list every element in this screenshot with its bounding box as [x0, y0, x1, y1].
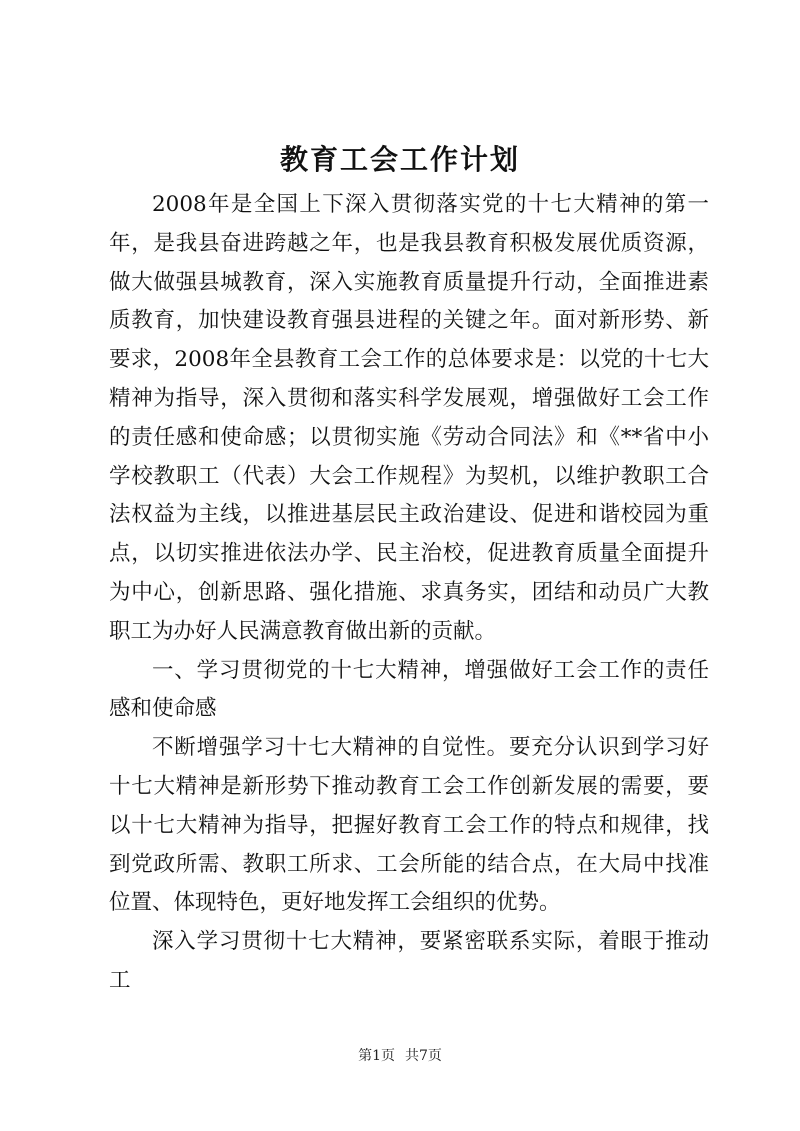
paragraph-section-1: 不断增强学习十七大精神的自觉性。要充分认识到学习好十七大精神是新形势下推动教育工会工作创新发展的需要，要以十七大精神为指导，把握好教育工会工作的特点和规律，找到党政所需、教职工所求、工会所能的结合点，在大局中找准位置、体现特色，更好地发挥工会组织的优势。: [109, 735, 709, 916]
page-title: 教育工会工作计划: [279, 143, 520, 176]
page-number: 第1页: [358, 1048, 395, 1064]
document-body: [109, 186, 709, 1001]
paragraph-intro: 2008年是全国上下深入贯彻落实党的十七大精神的第一年，是我县奋进跨越之年，也是我县教育积极发展优质资源，做大做强县城教育，深入实施教育质量提升行动，全面推进素质教育，加快建设教育强县进程的关键之年。面对新形势、新要求，2008年全县教育工会工作的总体要求是：以党的十七大精神为指导，深入贯彻和落实科学发展观，增强做好工会工作的责任感和使命感；以贯彻实施《劳动合同法》和《**省中小学校教职工（代表）大会工作规程》为契机，以维护教职工合法权益为主线，以推进基层民主政治建设、促进和谐校园为重点，以切实推进依法办学、民主治校，促进教育质量全面提升为中心，创新思路、强化措施、求真务实，团结和动员广大教职工为办好人民满意教育做出新的贡献。: [109, 192, 709, 644]
section-heading-1: 一、学习贯彻党的十七大精神，增强做好工会工作的责任感和使命感: [109, 657, 709, 722]
page-footer: [0, 1046, 800, 1066]
total-pages: 共7页: [405, 1048, 442, 1064]
paragraph-section-1-cont: 深入学习贯彻十七大精神，要紧密联系实际，着眼于推动工: [109, 929, 709, 993]
